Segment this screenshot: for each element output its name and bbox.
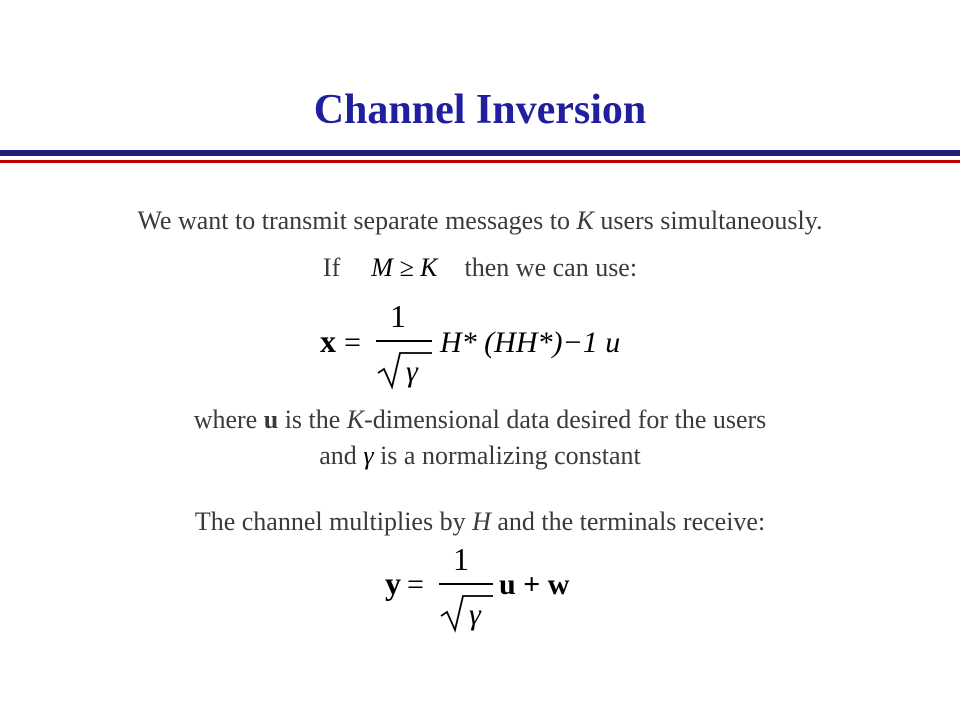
- gamma-text-pre: and: [319, 441, 364, 470]
- condition-text-post: then we can use:: [464, 253, 638, 282]
- eq2-radical: [441, 596, 493, 630]
- intro-text-pre: We want to transmit separate messages to: [137, 206, 577, 235]
- condition-line: [0, 250, 960, 286]
- equation-received-svg: [385, 542, 585, 637]
- intro-line: [0, 203, 960, 239]
- eq1-lhs: x: [320, 323, 336, 359]
- where-text-pre: where: [193, 405, 264, 434]
- channel-text-post: and the terminals receive:: [490, 507, 766, 536]
- where-text-mid: is the: [278, 405, 347, 434]
- eq2-lhs: y: [385, 565, 401, 601]
- equation-received: [385, 542, 585, 637]
- gamma-var: γ: [363, 441, 374, 470]
- channel-text-pre: The channel multiplies by: [194, 507, 473, 536]
- gamma-text-post: is a normalizing constant: [373, 441, 641, 470]
- eq1-denominator: γ: [406, 355, 418, 388]
- where-line: [0, 402, 960, 438]
- slide-title: Channel Inversion: [313, 87, 647, 133]
- eq2-numerator: 1: [453, 542, 469, 577]
- channel-line: [0, 504, 960, 540]
- eq2-denominator: γ: [469, 598, 481, 631]
- where-text-post: -dimensional data desired for the users: [364, 405, 767, 434]
- title-rule-gap: [0, 157, 960, 159]
- equation-precoder: [320, 295, 620, 395]
- where-var-u: u: [263, 405, 279, 434]
- eq2-equals: =: [407, 568, 424, 601]
- channel-var-h: H: [472, 507, 491, 536]
- where-var-k: K: [346, 405, 365, 434]
- equation-precoder-svg: [320, 295, 620, 395]
- title-rule-blue: [0, 150, 960, 156]
- intro-var-k: K: [576, 206, 594, 235]
- intro-text-post: users simultaneously.: [593, 206, 823, 235]
- eq1-numerator: 1: [390, 298, 406, 334]
- condition-text-pre: If: [322, 253, 341, 282]
- eq1-radical: [378, 353, 432, 387]
- eq1-body: H* (HH*)−1 u: [440, 326, 620, 359]
- eq2-body: u + w: [499, 568, 570, 601]
- gamma-line: [0, 438, 960, 474]
- condition-formula: M ≥ K: [371, 253, 438, 282]
- eq1-equals: =: [344, 326, 361, 359]
- title-rule-red: [0, 160, 960, 163]
